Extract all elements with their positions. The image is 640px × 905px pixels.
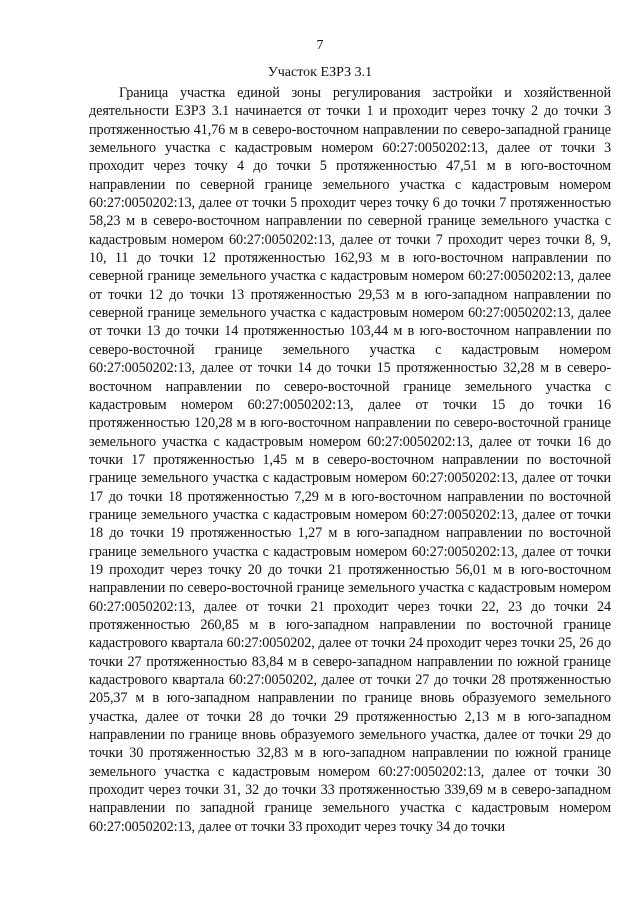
page-number: 7 <box>316 38 324 53</box>
body-paragraph: Граница участка единой зоны регулирования застройки и хозяйственной деятельности ЕЗРЗ 3.1 начинается от точки 1 и проходит через точку 2 до точки 3 протяженностью 41,76 м в северо-восточном направлении по северо-западной границе земельного участка с кадастровым номером 60:27:0050202:13, далее от точки 3 проходит через точку 4 до точки 5 протяженностью 47,51 м в юго-восточном направлении по северной границе земельного участка с кадастровым номером 60:27:0050202:13, далее от точки 5 проходит через точку 6 до точки 7 протяженностью 58,23 м в северо-восточном направлении по северной границе земельного участка с кадастровым номером 60:27:0050202:13, далее от точки 7 проходит через точки 8, 9, 10, 11 до точки 12 протяженностью 162,93 м в юго-восточном направлении по северной границе земельного участка с кадастровым номером 60:27:0050202:13, далее от точки 12 до точки 13 протяженностью 29,53 м в юго-западном направлении по северной границе земельного участка с кадастровым номером 60:27:0050202:13, далее от точки 13 до точки 14 протяженностью 103,44 м в юго-восточном направлении по северо-восточной границе земельного участка с кадастровым номером 60:27:0050202:13, далее от точки 14 до точки 15 протяженностью 32,28 м в северо-восточном направлении по северо-восточной границе земельного участка с кадастровым номером 60:27:0050202:13, далее от точки 15 до точки 16 протяженностью 120,28 м в юго-восточном направлении по северо-восточной границе земельного участка с кадастровым номером 60:27:0050202:13, далее от точки 16 до точки 17 протяженностью 1,45 м в северо-восточном направлении по восточной границе земельного участка с кадастровым номером 60:27:0050202:13, далее от точки 17 до точки 18 протяженностью 7,29 м в юго-восточном направлении по восточной границе земельного участка с кадастровым номером 60:27:0050202:13, далее от точки 18 до точки 19 протяженностью 1,27 м в юго-западном направлении по восточной границе земельного участка с кадастровым номером 60:27:0050202:13, далее от точки 19 проходит через точку 20 до точки 21 протяженностью 56,01 м в юго-восточном направлении по северо-восточной границе земельного участка с кадастровым номером 60:27:0050202:13, далее от точки 21 проходит через точки 22, 23 до точки 24 протяженностью 260,85 м в юго-западном направлении по восточной границе кадастрового квартала 60:27:0050202, далее от точки 24 проходит через точки 25, 26 до точки 27 протяженностью 83,84 м в северо-западном направлении по южной границе кадастрового квартала 60:27:0050202, далее от точки 27 до точки 28 протяженностью 205,37 м в юго-западном направлении по границе вновь образуемого земельного участка, далее от точки 28 до точки 29 протяженностью 2,13 м в юго-западном направлении по границе вновь образуемого земельного участка, далее от точки 29 до точки 30 протяженностью 32,83 м в юго-западном направлении по южной границе земельного участка с кадастровым номером 60:27:0050202:13, далее от точки 30 проходит через точки 31, 32 до точки 33 протяженностью 339,69 м в северо-западном направлении по западной границе земельного участка с кадастровым номером 60:27:0050202:13, далее от точки 33 проходит через точку 34 до точки <box>89 85 611 835</box>
section-title: Участок ЕЗРЗ 3.1 <box>267 65 373 80</box>
